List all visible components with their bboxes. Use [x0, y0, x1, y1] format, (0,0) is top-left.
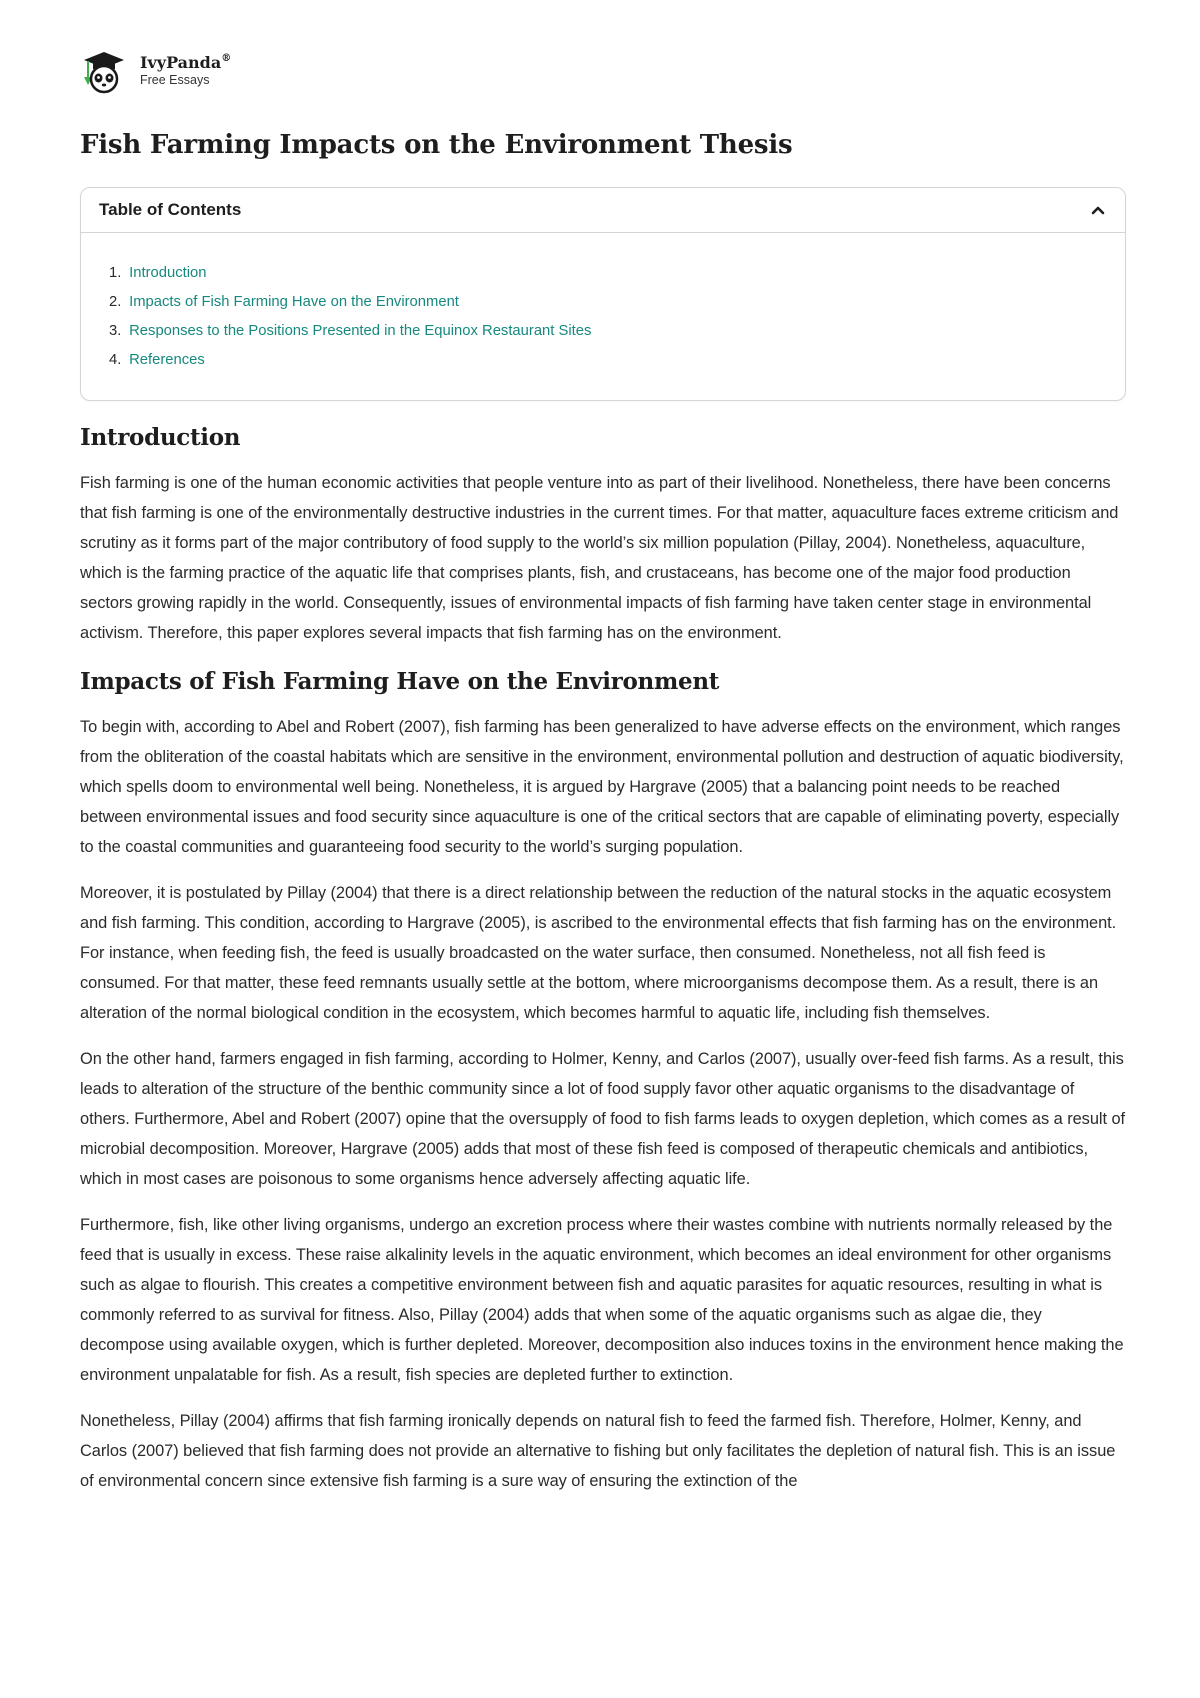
paragraph: Fish farming is one of the human economic activities that people venture into as part of their livelihood. Nonetheless, there have been concerns that fish farming is one of the environmentally destructive industries in the current times. For that matter, aquaculture faces extreme criticism and scrutiny as it forms part of the major contributory of food supply to the world’s six million population (Pillay, 2004). Nonetheless, aquaculture, which is the farming practice of the aquatic life that comprises plants, fish, and crustaceans, has become one of the major food production sectors growing rapidly in the world. Consequently, issues of environmental impacts of fish farming have taken center stage in environmental activism. Therefore, this paper explores several impacts that fish farming has on the environment.: [80, 474, 1119, 642]
toc-header[interactable]: [81, 188, 1125, 233]
toc-link-introduction[interactable]: Introduction: [129, 265, 207, 281]
paragraph: Nonetheless, Pillay (2004) affirms that fish farming ironically depends on natural fish to feed the farmed fish. Therefore, Holmer, Kenny, and Carlos (2007) believed that fish farming does not provide an alternative to fishing but only facilitates the depletion of natural fish. This is an issue of environmental concern since extensive fish farming is a sure way of ensuring the extinction of the: [80, 1412, 1116, 1490]
toc-item: 4. References: [109, 352, 205, 368]
ivypanda-logo-icon: [80, 47, 128, 95]
table-of-contents: [80, 187, 1126, 401]
toc-list: [81, 233, 1125, 375]
paragraph: To begin with, according to Abel and Robert (2007), fish farming has been generalized to have adverse effects on the environment, which ranges from the obliteration of the coastal habitats which are sensitive in the environment, environmental pollution and destruction of aquatic biodiversity, which spells doom to environmental well being. Nonetheless, it is argued by Hargrave (2005) that a balancing point needs to be reached between environmental issues and food security since aquaculture is one of the critical sectors that are capable of eliminating poverty, especially to the coastal communities and guaranteeing food security to the world’s surging population.: [80, 718, 1124, 856]
toc-title: Table of Contents: [99, 200, 242, 219]
section-heading-introduction: Introduction: [80, 424, 241, 451]
toc-link-responses[interactable]: Responses to the Positions Presented in the Equinox Restaurant Sites: [129, 323, 592, 339]
toc-item: 2. Impacts of Fish Farming Have on the Environment: [109, 294, 459, 310]
toc-item: 3. Responses to the Positions Presented in the Equinox Restaurant Sites: [109, 323, 592, 339]
brand-name: IvyPanda®: [140, 53, 232, 72]
toc-link-impacts[interactable]: Impacts of Fish Farming Have on the Environment: [129, 294, 459, 310]
site-logo[interactable]: [80, 47, 231, 95]
page-title: Fish Farming Impacts on the Environment Thesis: [80, 130, 793, 160]
article-body: [80, 420, 1126, 1496]
toc-item: 1. Introduction: [109, 265, 207, 281]
section-heading-impacts: Impacts of Fish Farming Have on the Environment: [80, 668, 720, 695]
toc-link-references[interactable]: References: [129, 352, 205, 368]
paragraph: On the other hand, farmers engaged in fish farming, according to Holmer, Kenny, and Carlos (2007), usually over-feed fish farms. As a result, this leads to alteration of the structure of the benthic community since a lot of food supply favor other aquatic organisms to the disadvantage of others. Furthermore, Abel and Robert (2007) opine that the oversupply of food to fish farms leads to oxygen depletion, which comes as a result of microbial decomposition. Moreover, Hargrave (2005) adds that most of these fish feed is composed of therapeutic chemicals and antibiotics, which in most cases are poisonous to some organisms hence adversely affecting aquatic life.: [80, 1050, 1126, 1188]
brand-tagline: Free Essays: [140, 73, 210, 87]
logo-text: [140, 54, 231, 88]
paragraph: Furthermore, fish, like other living organisms, undergo an excretion process where their wastes combine with nutrients normally released by the feed that is usually in excess. These raise alkalinity levels in the aquatic environment, which becomes an ideal environment for other organisms such as algae to flourish. This creates a competitive environment between fish and aquatic parasites for aquatic resources, resulting in what is commonly referred to as survival for fitness. Also, Pillay (2004) adds that when some of the aquatic organisms such as algae die, they decompose using available oxygen, which is further depleted. Moreover, decomposition also induces toxins in the environment hence making the environment unpalatable for fish. As a result, fish species are depleted further to extinction.: [80, 1216, 1124, 1384]
chevron-up-icon[interactable]: [1088, 200, 1108, 220]
paragraph: Moreover, it is postulated by Pillay (2004) that there is a direct relationship between the reduction of the natural stocks in the aquatic ecosystem and fish farming. This condition, according to Hargrave (2005), is ascribed to the environmental effects that fish farming has on the environment. For instance, when feeding fish, the feed is usually broadcasted on the water surface, then consumed. Nonetheless, not all fish feed is consumed. For that matter, these feed remnants usually settle at the bottom, where microorganisms decompose them. As a result, there is an alteration of the normal biological condition in the ecosystem, which becomes harmful to aquatic life, including fish themselves.: [80, 884, 1117, 1022]
